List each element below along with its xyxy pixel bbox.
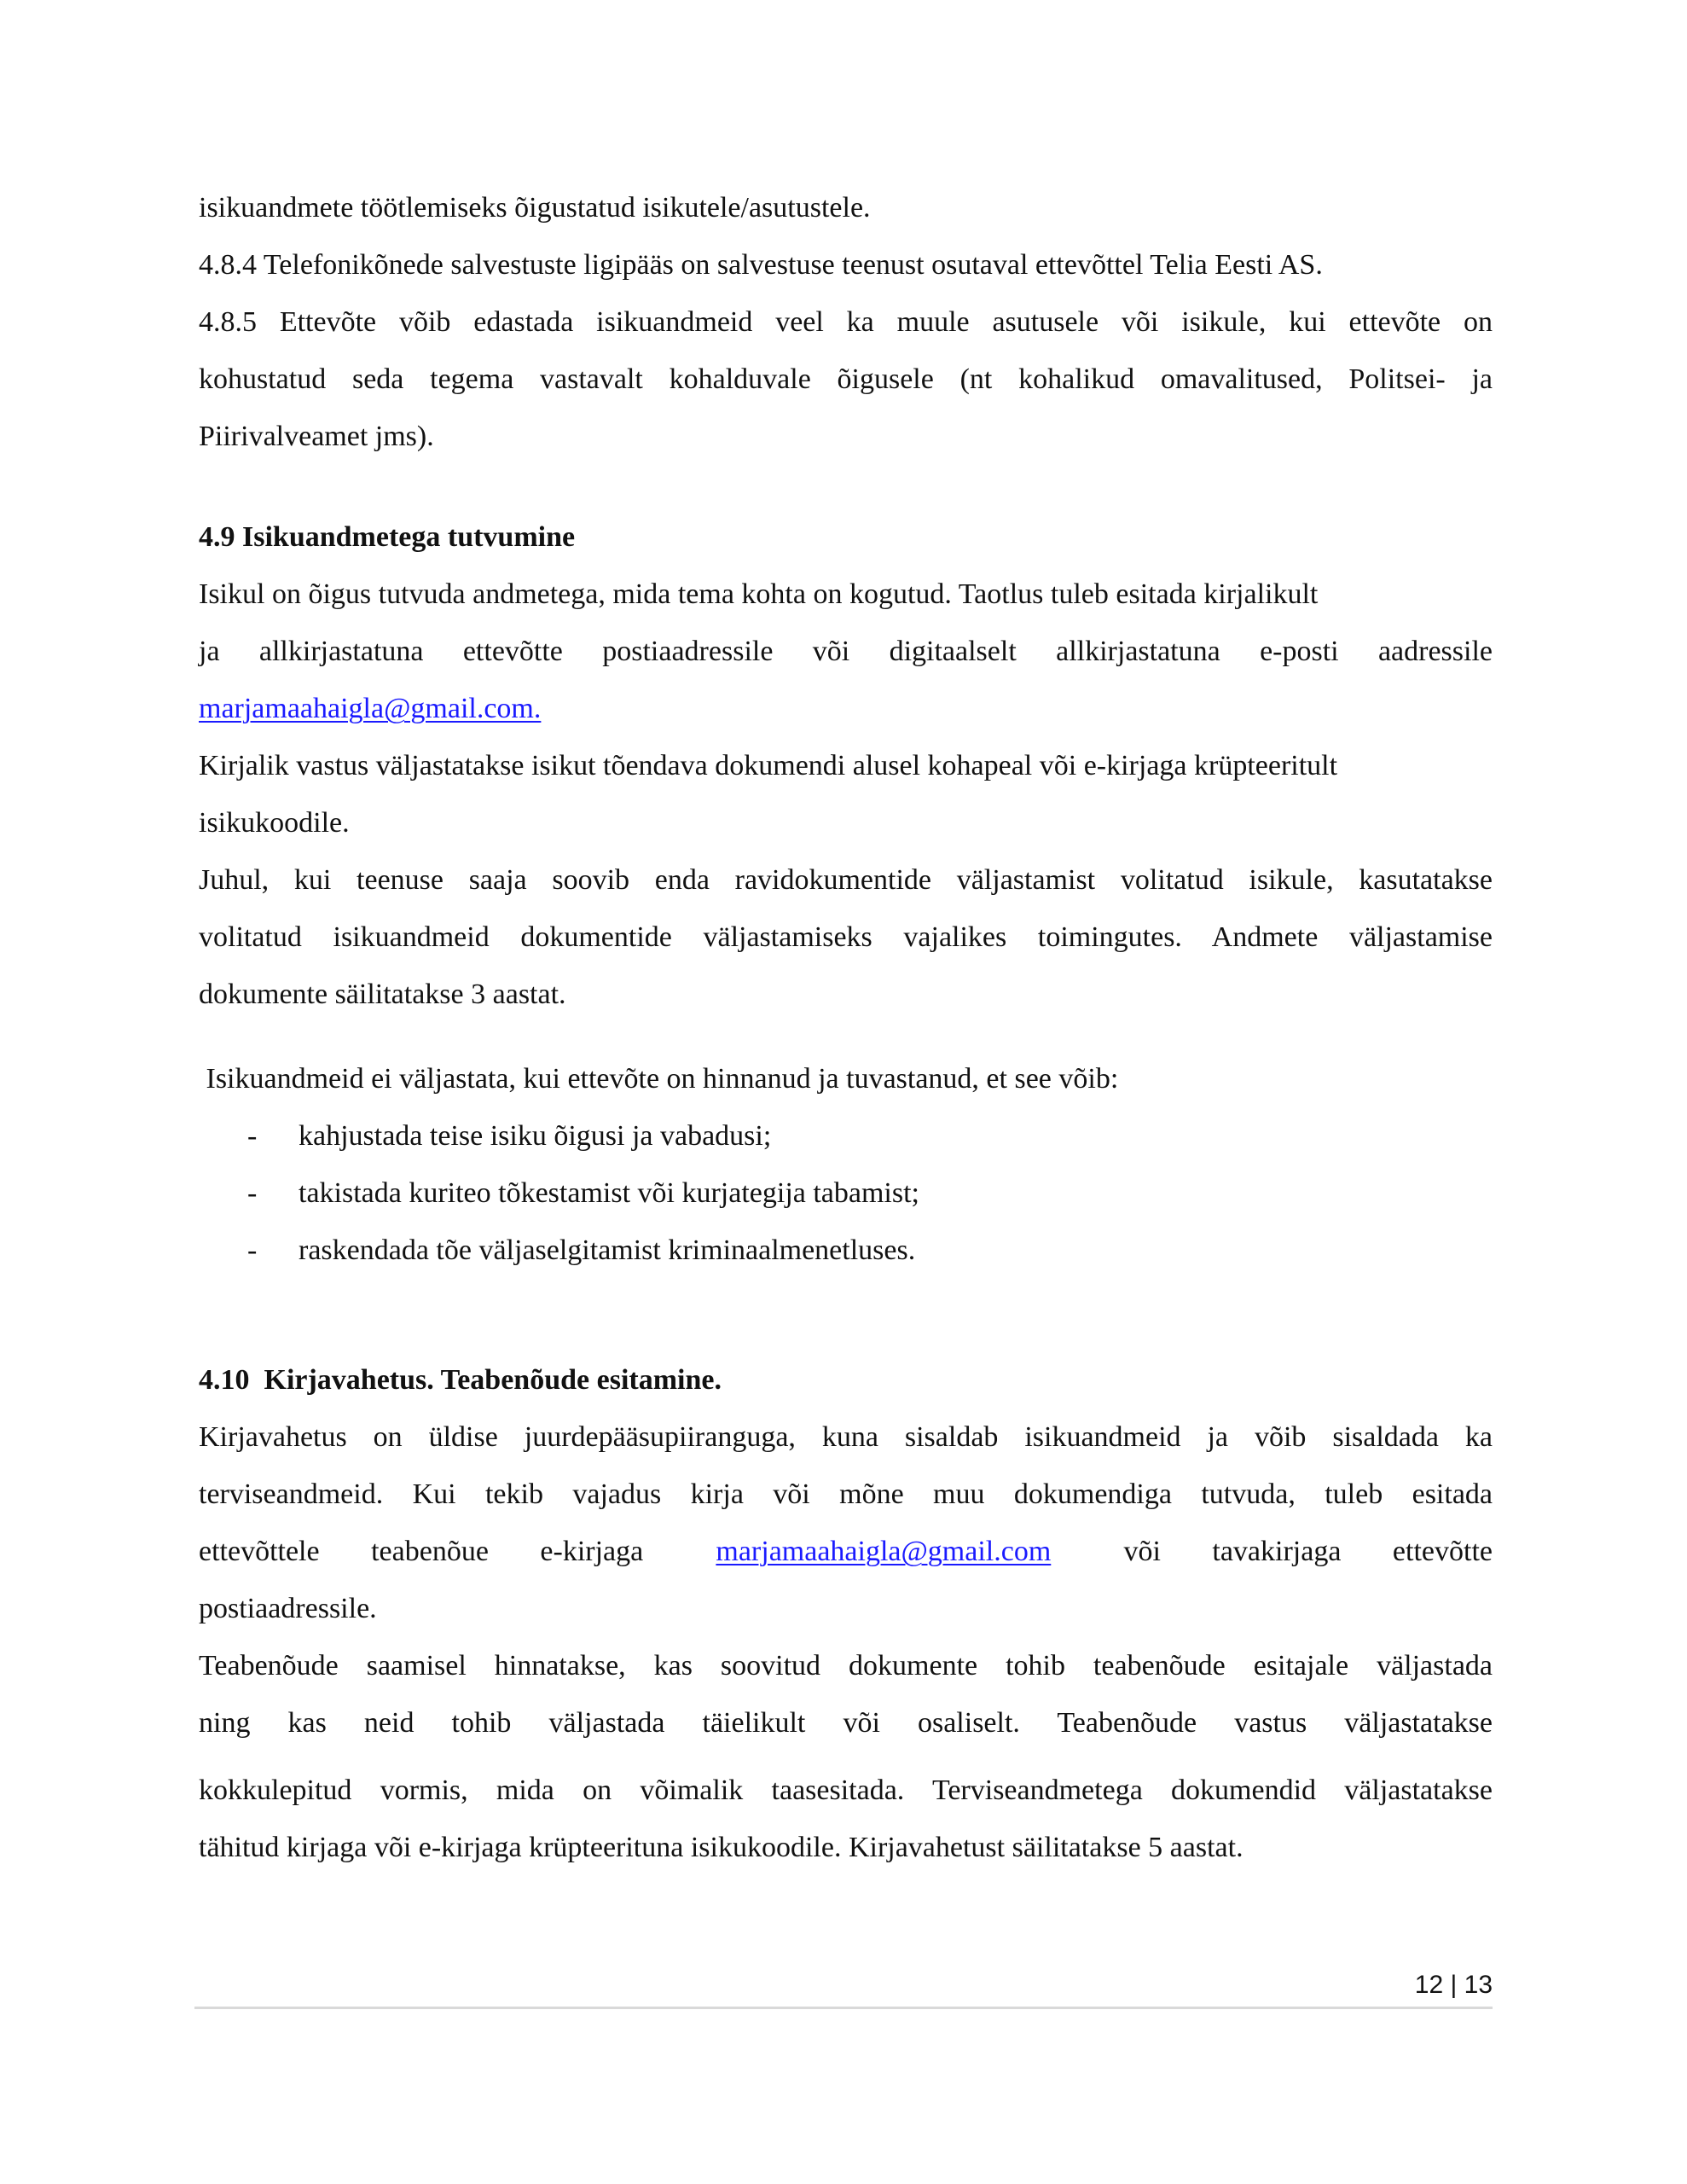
paragraph-line: postiaadressile. (199, 1593, 377, 1624)
email-link[interactable]: marjamaahaigla@gmail.com. (199, 693, 542, 724)
paragraph-line: Kirjalik vastus väljastatakse isikut tõendava dokumendi alusel kohapeal või e-kirjaga krüpteeritult (199, 750, 1338, 781)
paragraph-line: Isikul on õigus tutvuda andmetega, mida tema kohta on kogutud. Taotlus tuleb esitada kirjalikult (199, 578, 1319, 610)
list-item-text: raskendada tõe väljaselgitamist kriminaalmenetluses. (299, 1234, 916, 1266)
email-link[interactable]: marjamaahaigla@gmail.com (716, 1536, 1052, 1567)
paragraph-4-8-5-line: 4.8.5 Ettevõte võib edastada isikuandmeid veel ka muule asutusele või isikule, kui ettevõte on (199, 306, 1493, 338)
paragraph-line: kokkulepitud vormis, mida on võimalik taasesitada. Terviseandmetega dokumendid väljastatakse (199, 1774, 1493, 1806)
paragraph-line-with-email (199, 1535, 1493, 1569)
dash-bullet-icon: - (247, 1120, 258, 1152)
section-heading-4-10: 4.10 Kirjavahetus. Teabenõude esitamine. (199, 1364, 722, 1396)
email-line (199, 692, 1493, 726)
paragraph-line: isikukoodile. (199, 807, 350, 839)
paragraph-4-8-5-line: kohustatud seda tegema vastavalt kohalduvale õigusele (nt kohalikud omavalitused, Politsei- ja (199, 363, 1493, 395)
paragraph-line: isikuandmete töötlemiseks õigustatud isikutele/asutustele. (199, 192, 871, 224)
dash-bullet-icon: - (247, 1234, 258, 1266)
list-item-text: kahjustada teise isiku õigusi ja vabadusi; (299, 1120, 772, 1152)
section-heading-4-9: 4.9 Isikuandmetega tutvumine (199, 521, 576, 553)
paragraph-line: Juhul, kui teenuse saaja soovib enda ravidokumentide väljastamist volitatud isikule, kasutatakse (199, 864, 1493, 896)
paragraph-line: ning kas neid tohib väljastada täielikult või osaliselt. Teabenõude vastus väljastatakse (199, 1707, 1493, 1739)
paragraph-line: terviseandmeid. Kui tekib vajadus kirja või mõne muu dokumendiga tutvuda, tuleb esitada (199, 1478, 1493, 1510)
footer-divider (194, 2007, 1493, 2009)
paragraph-4-8-5-line: Piirivalveamet jms). (199, 421, 434, 452)
paragraph-line: Kirjavahetus on üldise juurdepääsupiiranguga, kuna sisaldab isikuandmeid ja võib sisaldada ka (199, 1421, 1493, 1453)
list-item-text: takistada kuriteo tõkestamist või kurjategija tabamist; (299, 1177, 919, 1209)
text-segment: ettevõttele teabenõue e-kirjaga (199, 1536, 644, 1567)
text-segment: või tavakirjaga ettevõtte (1123, 1536, 1493, 1567)
paragraph-line: Teabenõude saamisel hinnatakse, kas soovitud dokumente tohib teabenõude esitajale väljastada (199, 1650, 1493, 1682)
dash-bullet-icon: - (247, 1177, 258, 1209)
paragraph-line: tähitud kirjaga või e-kirjaga krüpteerituna isikukoodile. Kirjavahetust säilitatakse 5 aastat. (199, 1832, 1244, 1863)
paragraph-line: ja allkirjastatuna ettevõtte postiaadressile või digitaalselt allkirjastatuna e-posti aadressile (199, 636, 1493, 667)
paragraph-line: volitatud isikuandmeid dokumentide väljastamiseks vajalikes toimingutes. Andmete väljastamise (199, 921, 1493, 953)
paragraph-line: Isikuandmeid ei väljastata, kui ettevõte on hinnanud ja tuvastanud, et see võib: (199, 1063, 1119, 1095)
paragraph-line: dokumente säilitatakse 3 aastat. (199, 979, 566, 1010)
paragraph-4-8-4: 4.8.4 Telefonikõnede salvestuste ligipääs on salvestuse teenust osutaval ettevõttel Telia Eesti AS. (199, 249, 1323, 281)
page-number: 12 | 13 (1414, 1971, 1493, 1999)
